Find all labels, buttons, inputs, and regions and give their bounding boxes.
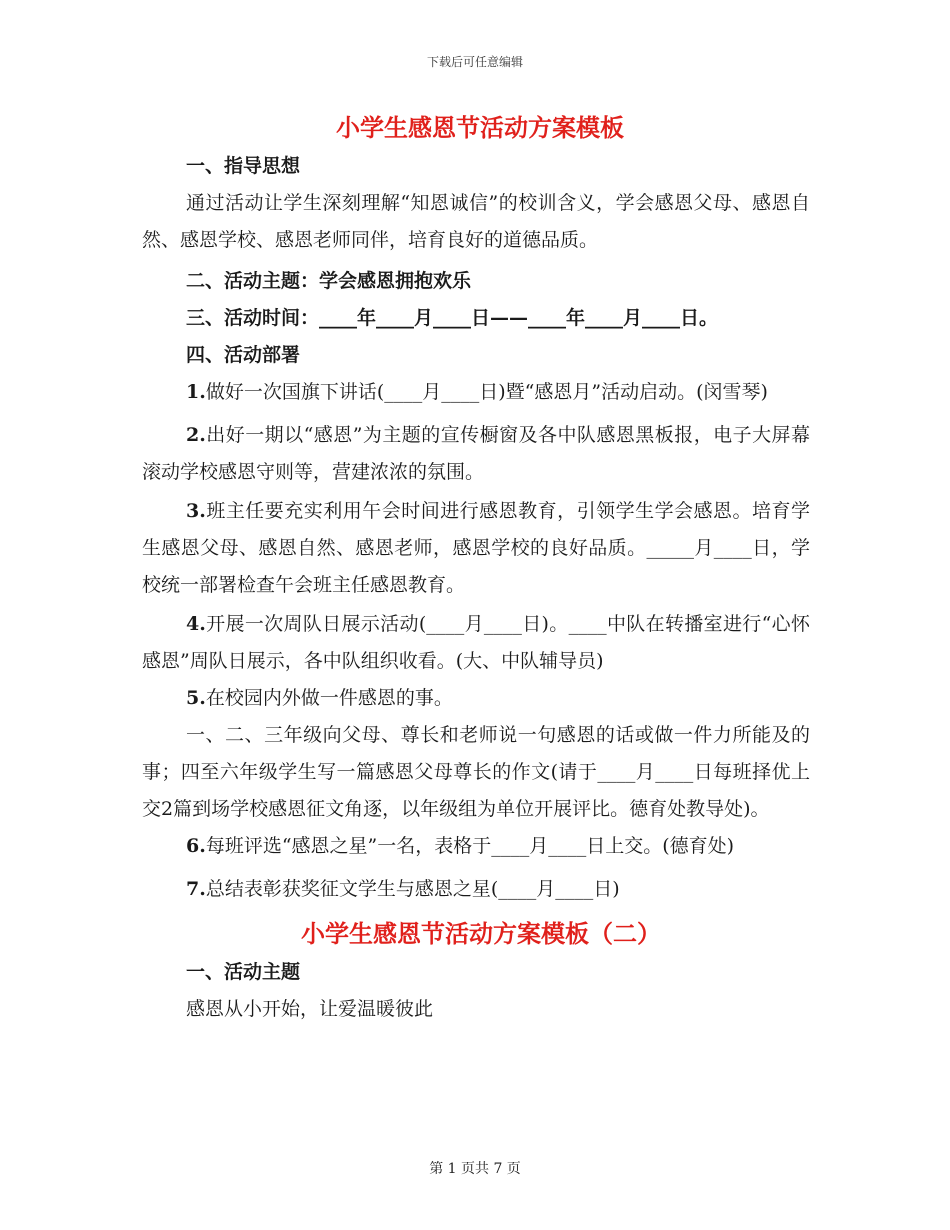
paragraph-guiding-thought: 通过活动让学生深刻理解“知恩诚信”的校训含义，学会感恩父母、感恩自然、感恩学校、感恩老师同伴，培育良好的道德品质。 xyxy=(142,192,810,251)
list-item-text: 开展一次周队日展示活动(____月____日)。____中队在转播室进行“心怀感恩”周队日展示，各中队组织收看。(大、中队辅导员) xyxy=(142,613,810,672)
list-item-2 xyxy=(142,417,810,491)
paragraph-activity-theme: 感恩从小开始，让爱温暖彼此 xyxy=(186,998,434,1020)
list-item-text: 总结表彰获奖征文学生与感恩之星(____月____日) xyxy=(205,878,620,900)
section-heading-activity-theme: 一、活动主题 xyxy=(186,961,301,983)
list-item-text: 在校园内外做一件感恩的事。 xyxy=(205,687,453,709)
list-item-6 xyxy=(142,828,810,865)
list-item-number: 1. xyxy=(186,381,206,403)
list-item-number: 6. xyxy=(186,835,206,857)
document-body xyxy=(142,108,810,1028)
document-title: 小学生感恩节活动方案模板 xyxy=(336,113,624,142)
section-heading-deployment: 四、活动部署 xyxy=(186,344,301,366)
list-item-text: 每班评选“感恩之星”一名，表格于____月____日上交。(德育处) xyxy=(205,835,735,857)
list-item-4 xyxy=(142,606,810,680)
list-item-1 xyxy=(142,374,810,411)
list-item-5 xyxy=(142,680,810,717)
list-item-text: 出好一期以“感恩”为主题的宣传橱窗及各中队感恩黑板报，电子大屏幕滚动学校感恩守则等，营建浓浓的氛围。 xyxy=(142,424,810,483)
section-heading-time: 三、活动时间：____年____月____日——____年____月____日。 xyxy=(186,307,719,329)
list-item-7 xyxy=(142,871,810,908)
list-item-number: 2. xyxy=(186,424,206,446)
document-title-2: 小学生感恩节活动方案模板（二） xyxy=(301,919,661,948)
paragraph-grade-activities: 一、二、三年级向父母、尊长和老师说一句感恩的话或做一件力所能及的事；四至六年级学生写一篇感恩父母尊长的作文(请于____月____日每班择优上交2篇到场学校感恩征文角逐，以年级组为单位开展评比。德育处教导处)。 xyxy=(142,724,810,820)
list-item-number: 4. xyxy=(186,613,206,635)
page-footer: 第 1 页共 7 页 xyxy=(429,1161,521,1177)
section-heading-theme: 二、活动主题：学会感恩拥抱欢乐 xyxy=(186,270,472,292)
section-heading-guiding-thought: 一、指导思想 xyxy=(186,155,301,177)
list-item-text: 班主任要充实利用午会时间进行感恩教育，引领学生学会感恩。培育学生感恩父母、感恩自然、感恩老师，感恩学校的良好品质。_____月____日，学校统一部署检查午会班主任感恩教育。 xyxy=(142,500,810,596)
list-item-number: 7. xyxy=(186,878,206,900)
list-item-text: 做好一次国旗下讲话(____月____日)暨“感恩月”活动启动。(闵雪琴) xyxy=(205,381,768,403)
list-item-number: 5. xyxy=(186,687,206,709)
list-item-number: 3. xyxy=(186,500,206,522)
page-header: 下载后可任意编辑 xyxy=(426,55,523,69)
list-item-3 xyxy=(142,493,810,604)
